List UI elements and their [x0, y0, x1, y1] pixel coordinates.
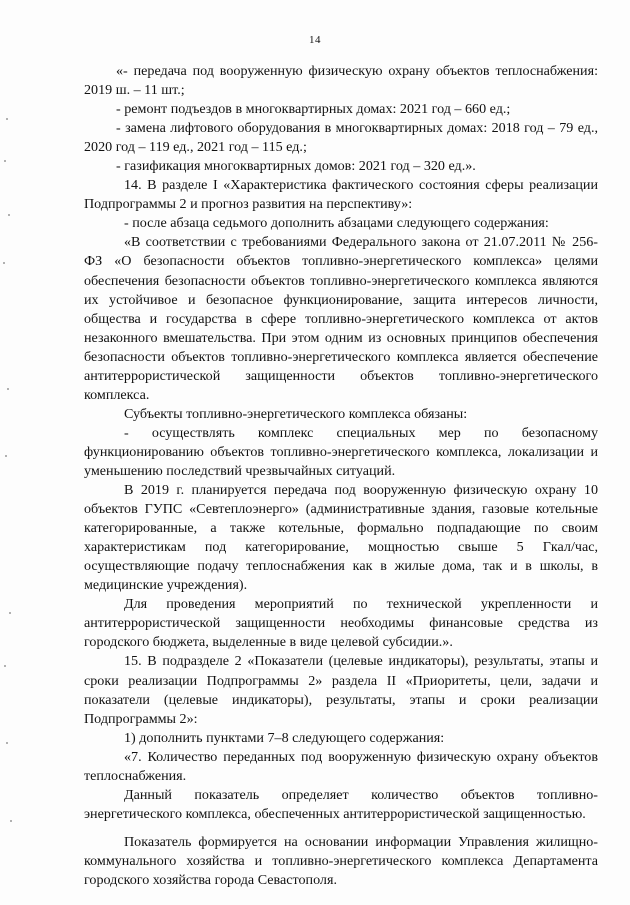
paragraph-indicator-source: Показатель формируется на основании информации Управления жилищно-коммунального хозяйства и топливно-энергетического комплекса Департамента городского хозяйства города Севастополя.: [84, 833, 598, 888]
paragraph-list-item: «- передача под вооруженную физическую охрану объектов теплоснабжения: 2019 ш. – 11 шт.;: [84, 63, 598, 99]
page-number: 14: [309, 34, 321, 46]
document-body: [84, 62, 598, 890]
paragraph-funding: Для проведения мероприятий по технической укрепленности и антитеррористической защищенности необходимы финансовые средства из городского бюджета, выделенные в виде целевой субсидии.».: [84, 596, 598, 651]
paragraph-indicator-7: «7. Количество переданных под вооруженную физическую охрану объектов теплоснабжения.: [84, 748, 598, 784]
paragraph-amendment-14: 14. В разделе I «Характеристика фактического состояния сферы реализации Подпрограммы 2 и прогноз развития на перспективу»:: [84, 177, 598, 213]
paragraph-obligations-item: - осуществлять комплекс специальных мер по безопасному функционированию объектов топливно-энергетического комплекса, локализации и уменьшению последствий чрезвычайных ситуаций.: [84, 424, 598, 479]
paragraph-obligations: Субъекты топливно-энергетического комплекса обязаны:: [124, 405, 468, 422]
paragraph-federal-law: «В соответствии с требованиями Федерального закона от 21.07.2011 № 256-ФЗ «О безопасности объектов топливно-энергетического комплекса» целями обеспечения безопасности объектов топливно-энергетического комплекса являются их устойчивое и безопасное функционирование, защита интересов личности, общества и государства в сфере топливно-энергетического комплекса от актов незаконного вмешательства. При этом одним из основных принципов обеспечения безопасности объектов топливно-энергетического комплекса является обеспечение антитеррористической защищенности объектов топливно-энергетического комплекса.: [84, 234, 598, 403]
paragraph-plan-2019: В 2019 г. планируется передача под вооруженную физическую охрану 10 объектов ГУПС «Севтеплоэнерго» (административные здания, газовые котельные категорированные, а также котельные, формально подпадающие по своим характеристикам под категорирование, мощностью свыше 5 Гкал/час, осуществляющие подачу теплоснабжения как в жилые дома, так и в школы, в медицинские учреждения).: [84, 482, 598, 594]
scan-margin-specks: [0, 0, 22, 905]
paragraph-indicator-definition: Данный показатель определяет количество объектов топливно-энергетического комплекса, обеспеченных антитеррористической защищенностью.: [84, 786, 598, 822]
paragraph-list-item: - ремонт подъездов в многоквартирных домах: 2021 год – 660 ед.;: [116, 101, 511, 118]
paragraph-subitem-1: 1) дополнить пунктами 7–8 следующего содержания:: [124, 729, 445, 746]
paragraph-amendment-15: 15. В подразделе 2 «Показатели (целевые индикаторы), результаты, этапы и сроки реализации Подпрограммы 2» раздела II «Приоритеты, цели, задачи и показатели (целевые индикаторы), результаты, этапы и сроки реализации Подпрограммы 2»:: [84, 653, 598, 727]
paragraph-instruction: - после абзаца седьмого дополнить абзацами следующего содержания:: [124, 215, 549, 232]
paragraph-list-item: - замена лифтового оборудования в многоквартирных домах: 2018 год – 79 ед., 2020 год – 119 ед., 2021 год – 115 ед.;: [84, 120, 598, 156]
paragraph-list-item: - газификация многоквартирных домов: 2021 год – 320 ед.».: [116, 158, 476, 175]
